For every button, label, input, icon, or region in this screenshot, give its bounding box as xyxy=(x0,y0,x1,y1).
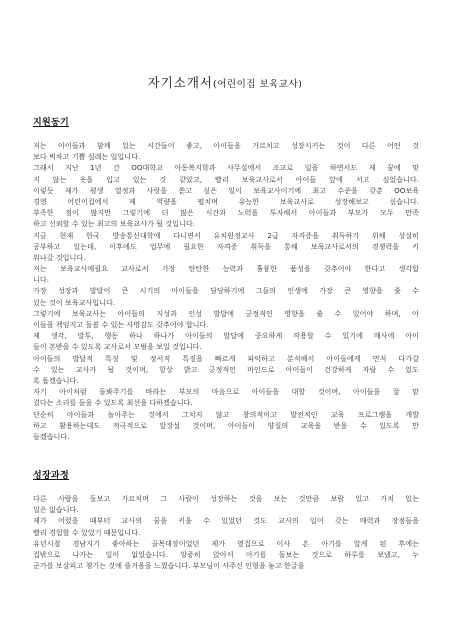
text-line: 들이 본받을 수 있도록 교사로서 모범을 보일 것입니다. xyxy=(33,342,202,352)
section-heading: 지원동기 xyxy=(33,118,69,128)
text-line: 이들을 책임지고 돌볼 수 있는 사명감도 갖추어야 합니다. xyxy=(33,320,209,329)
document-title xyxy=(0,73,450,91)
text-line: 이렇듯 제가 평생 열정과 사랑을 쏟고 싶은 일이 보육교사이기에 최고 수준을 갖춘 OO보육 xyxy=(33,185,419,195)
text-line: 단순히 아이들과 놀아주는 것에서 그치지 않고 창의적이고 발전적인 교육 프로그램을 개발 xyxy=(33,409,419,419)
text-line: 경영 어린이집에서 제 역량을 펼치며 유능한 보육교사로 성장해보고 싶습니다. xyxy=(33,196,419,206)
section-heading: 성장과정 xyxy=(33,471,69,481)
text-line: 가장 성장과 발달이 큰 시기의 아이들을 담당하기에 그들의 인생에 가장 큰 영향을 줄 수 xyxy=(33,286,419,296)
text-line: 록 돕겠습니다. xyxy=(33,375,79,385)
text-line: 제가 어렸을 때부터 교사의 꿈을 키울 수 있었던 것도 교사의 일이 갖는 매력과 장점들을 xyxy=(33,516,419,526)
text-line: 니다. xyxy=(33,275,49,285)
section-motivation xyxy=(33,115,419,442)
text-line: 보다 벅차고 기쁨 설레는 일입니다. xyxy=(33,152,141,162)
text-line: 저는 아이들과 함께 있는 시간들이 좋고, 아이들을 가르치고 성장시키는 것이 다른 어떤 것 xyxy=(33,141,419,150)
text-line: 지금 현재 한국 방송통신대학에 다니면서 유치원정교사 2급 자격증을 취득하기 위해 성실히 xyxy=(33,230,419,240)
text-line: 하고 신뢰할 수 있는 최고의 보육교사가 될 것입니다. xyxy=(33,219,195,229)
text-line: 하고 활용하는데도 적극적으로 앞장설 것이며, 아이들이 양질의 교육을 받을 수 있도록 만 xyxy=(33,420,419,430)
text-line: 그렇기에 보육교사는 아이들의 지성과 인성 발달에 긍정적인 영향을 줄 수 있어야 하며, 아 xyxy=(33,308,419,318)
text-line: 유년시절 경남지기 좋아하는 골목대장이었던 제가 옆집으로 이사 온 아기를 알게 된 후에는 xyxy=(33,538,419,548)
text-line: 자기 아이처럼 돌봐주기를 바라는 부모의 마음으로 아이들을 대할 것이며, 아이들을 잘 맡 xyxy=(33,387,419,397)
text-line: 일은 없습니다. xyxy=(33,505,79,515)
text-line: 빨리 경험할 수 있었기 때문입니다. xyxy=(33,527,141,537)
text-line: 겼다는 소리를 들을 수 있도록 최선을 다하겠습니다. xyxy=(33,398,193,408)
title-subtitle: (어린이집 보육교사) xyxy=(213,79,303,90)
text-line: 있는 것이 보육교사입니다. xyxy=(33,297,116,307)
text-line: 군가를 보살피고 챙기는 것에 즐거움을 느꼈습니다. 부모님이 사주신 인형을 놓고 한글을 xyxy=(33,561,305,571)
section-body xyxy=(33,493,419,571)
text-line: 저는 보육교사에필요 교사로서 가장 탄탄한 능력과 훌륭한 품성을 갖추어야 한다고 생각합 xyxy=(33,264,419,274)
text-line: 제 생각, 말투, 행동 하나 하나가 아이들의 발달에 중요하게 작용할 수 있기에 매사에 아이 xyxy=(33,331,419,341)
text-line: 다른 사람을 돌보고 가르치며 그 사람이 성장하는 것을 보는 것만큼 보람 있고 가치 있는 xyxy=(33,494,419,503)
section-body xyxy=(33,140,419,442)
text-line: 공부하고 있는데, 이후에도 업무에 필요한 자격증 취득을 통해 보육교사로서의 경쟁력을 키 xyxy=(33,241,419,251)
text-line: 지 않는 옷을 입고 있는 것 같았고, 빨리 보육교사로서 아이들 앞에 서고 싶었습니다. xyxy=(33,174,419,184)
text-line: 그래서 지난 1년 간 OO대학교 아동복지학과 사무실에서 조교로 일을 하면서도 제 꿈에 맞 xyxy=(33,163,419,173)
text-line: 워나갈 것입니다. xyxy=(33,252,86,262)
text-line: 부족한 점이 많지만 그렇기에 더 많은 시간과 노력을 투자해서 아이들과 부모가 모두 만족 xyxy=(33,208,419,218)
text-line: 들겠습니다. xyxy=(33,431,70,441)
title-text: 자기소개서 xyxy=(147,75,214,90)
text-line: 집밖으로 나가는 일이 없었습니다. 앙증히 앉아서 아기를 돌보는 것으로 하루를 보냈고, 누 xyxy=(33,549,419,559)
section-growth xyxy=(33,468,419,571)
text-line: 아이들의 발달적 특징 및 정서적 특징을 빠르게 파악하고 분석해서 아이들에게 먼저 다가갈 xyxy=(33,353,419,363)
text-line: 수 있는 교사가 될 것이며, 항상 밝고 긍정적인 마인드로 아이들이 건강하게 자랄 수 있도 xyxy=(33,364,419,374)
